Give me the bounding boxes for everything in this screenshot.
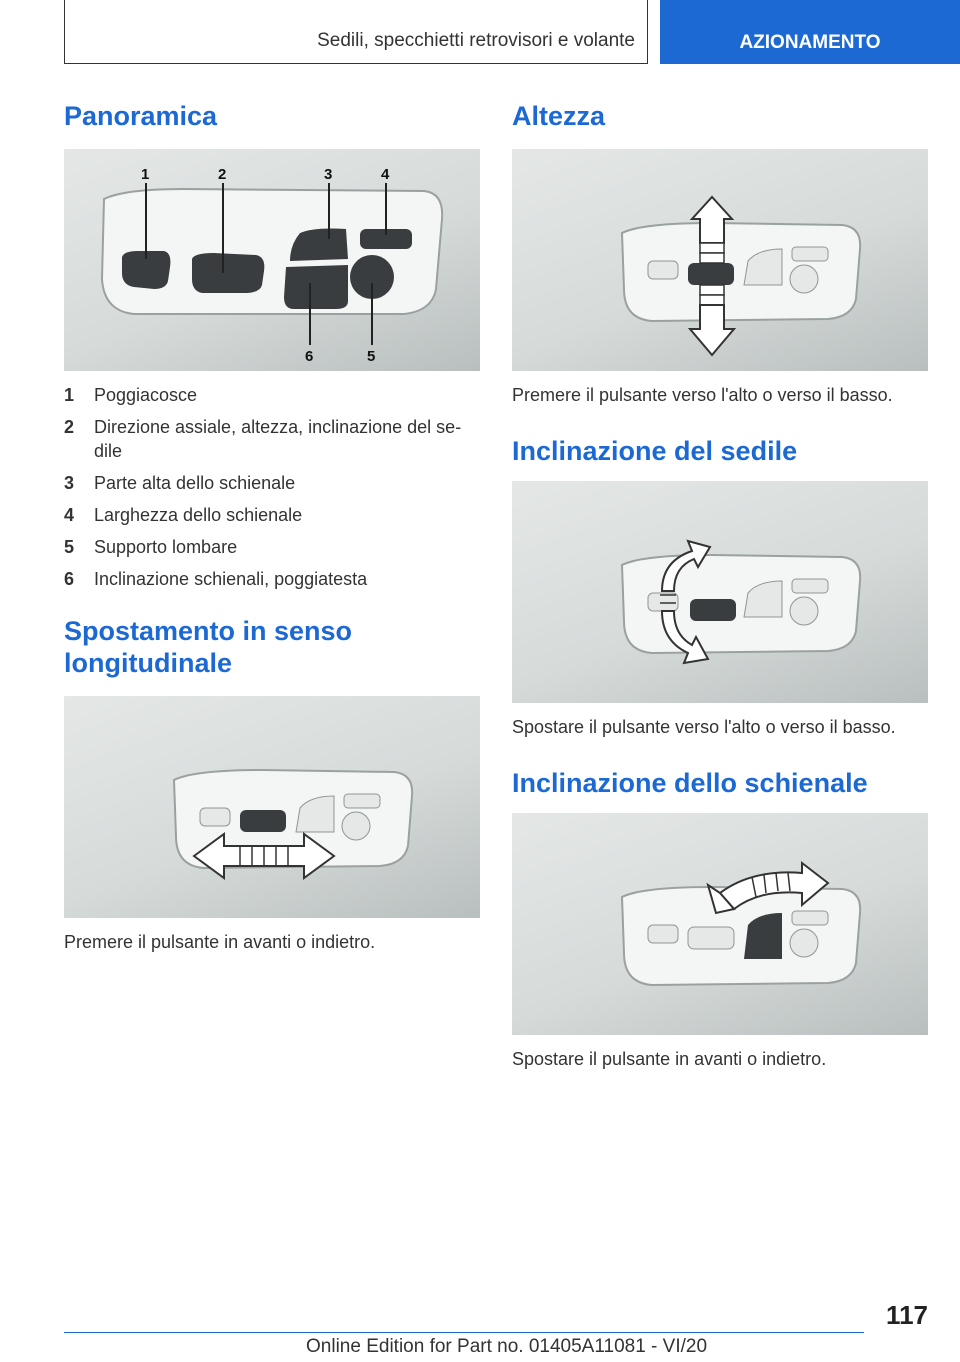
overview-callout-6: 6 bbox=[305, 348, 314, 365]
backrest-tilt-heading: Inclinazione dello schienale bbox=[512, 768, 868, 798]
legend-item: 4 Larghezza dello schienale bbox=[64, 505, 303, 525]
header-section-box bbox=[64, 0, 648, 64]
overview-callout-1: 1 bbox=[141, 166, 150, 183]
overview-callout-5: 5 bbox=[367, 348, 376, 365]
longitudinal-figure bbox=[64, 696, 480, 918]
legend-item: 2 Direzione assiale, altezza, inclinazione del se-dile bbox=[64, 417, 462, 461]
header-chapter-tab bbox=[660, 0, 960, 64]
seat-tilt-figure bbox=[512, 481, 928, 703]
legend-item: 3 Parte alta dello schienale bbox=[64, 473, 296, 493]
right-column bbox=[512, 100, 928, 1071]
page-number: 117 bbox=[886, 1300, 928, 1330]
longitudinal-heading: Spostamento in senso longitudinale bbox=[64, 616, 353, 678]
footer-edition: Online Edition for Part no. 01405A11081 - VI/20 bbox=[306, 1336, 708, 1357]
footer-divider bbox=[64, 1332, 864, 1333]
seat-tilt-caption: Spostare il pulsante verso l'alto o verso il basso. bbox=[512, 717, 896, 737]
legend-item: 5 Supporto lombare bbox=[64, 537, 238, 557]
backrest-tilt-caption: Spostare il pulsante in avanti o indietro. bbox=[512, 1049, 827, 1069]
overview-callout-3: 3 bbox=[324, 166, 333, 183]
legend-item: 6 Inclinazione schienali, poggiatesta bbox=[64, 569, 368, 589]
overview-callout-2: 2 bbox=[218, 166, 227, 183]
overview-callout-4: 4 bbox=[381, 166, 390, 183]
height-figure bbox=[512, 149, 928, 371]
legend-item: 1 Poggiacosce bbox=[64, 385, 198, 405]
left-column bbox=[64, 100, 480, 954]
overview-legend bbox=[64, 383, 480, 591]
height-caption: Premere il pulsante verso l'alto o verso il basso. bbox=[512, 385, 893, 405]
backrest-tilt-figure bbox=[512, 813, 928, 1035]
overview-figure bbox=[64, 149, 480, 371]
overview-heading: Panoramica bbox=[64, 101, 218, 131]
height-heading: Altezza bbox=[512, 101, 606, 131]
header-section-title: Sedili, specchietti retrovisori e volante bbox=[317, 30, 635, 51]
longitudinal-caption: Premere il pulsante in avanti o indietro. bbox=[64, 932, 376, 952]
header-chapter-label: AZIONAMENTO bbox=[739, 32, 881, 53]
seat-tilt-heading: Inclinazione del sedile bbox=[512, 436, 798, 466]
